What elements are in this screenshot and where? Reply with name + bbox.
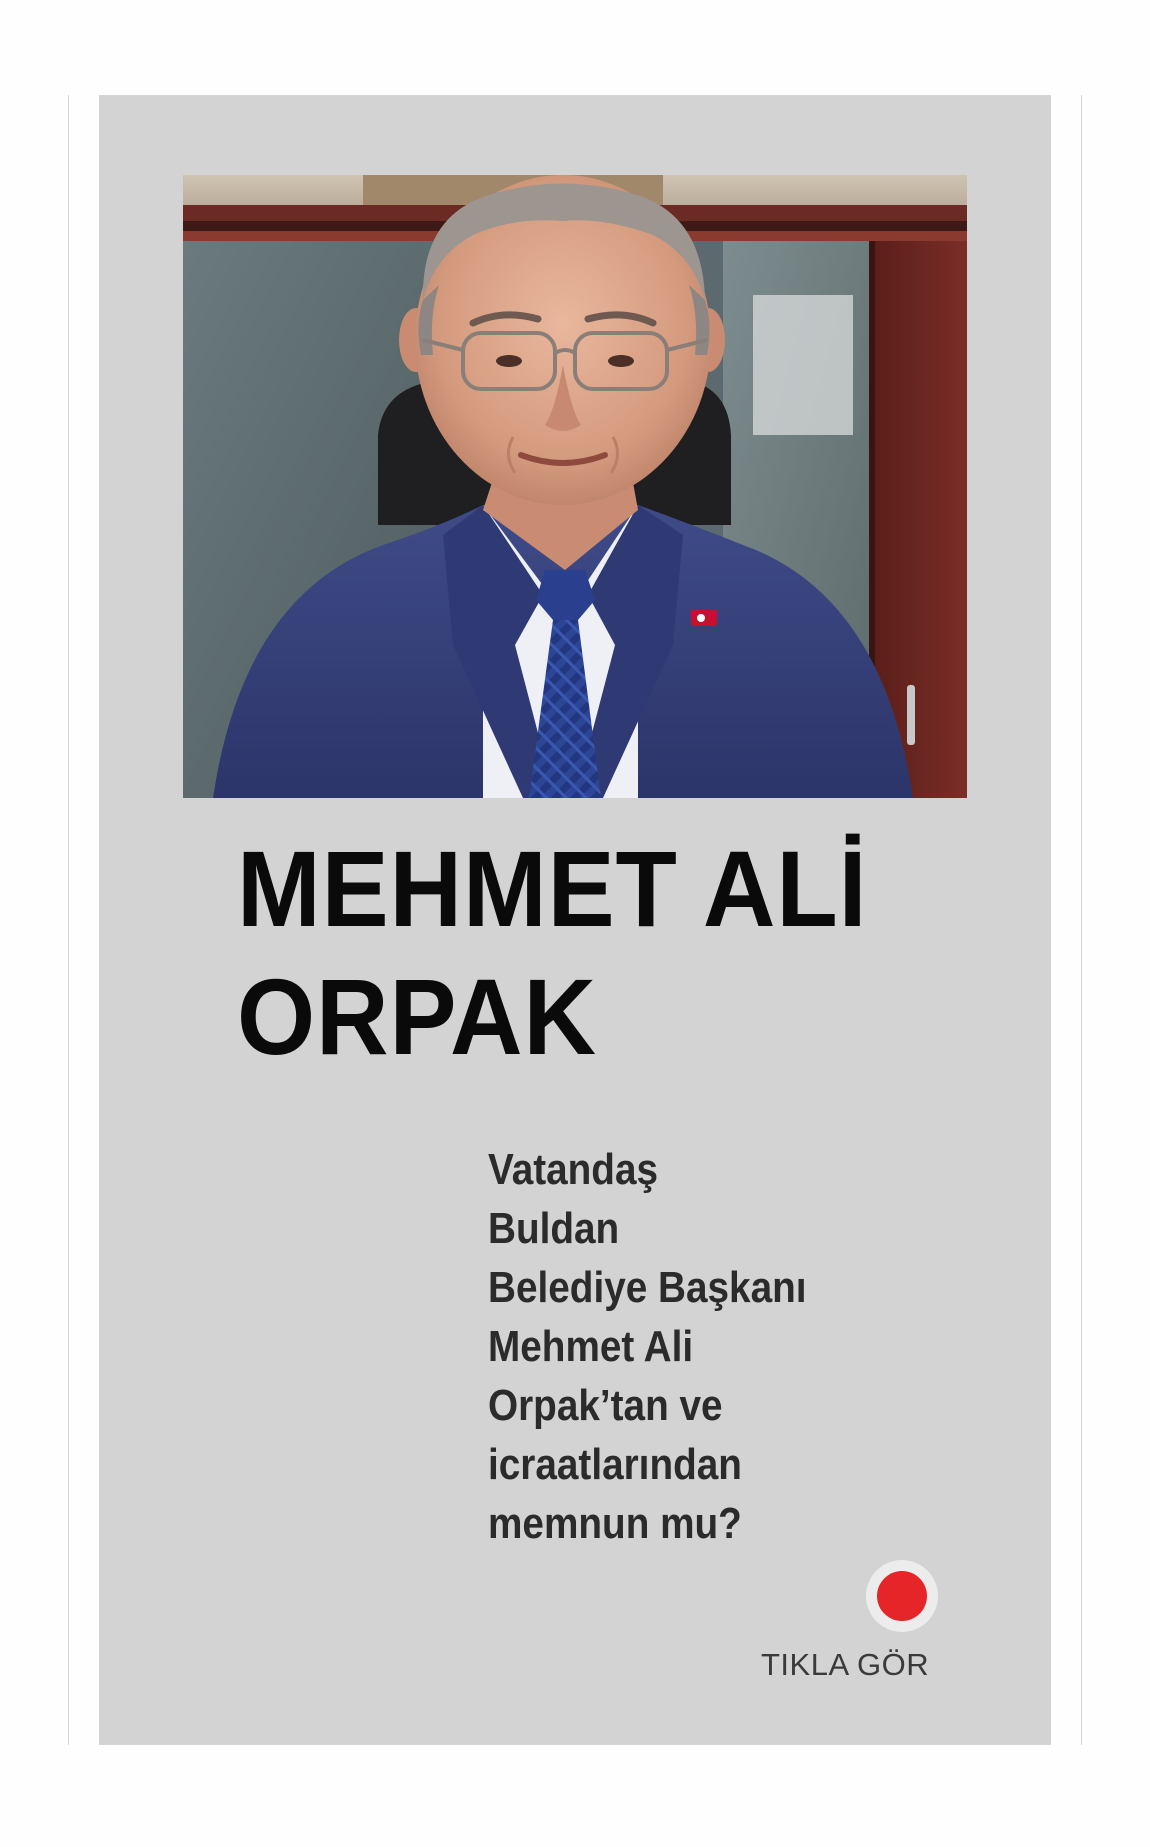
red-dot-icon xyxy=(877,1571,927,1621)
left-border-line xyxy=(68,95,69,1745)
question-line: Buldan xyxy=(488,1204,620,1253)
person-name-line-1: MEHMET ALİ xyxy=(237,828,868,949)
right-border-line xyxy=(1081,95,1082,1745)
question-line: Mehmet Ali xyxy=(488,1322,694,1371)
person-name-line-2: ORPAK xyxy=(237,956,597,1077)
record-dot-icon[interactable] xyxy=(866,1560,938,1632)
question-line: Vatandaş xyxy=(488,1145,659,1194)
question-line: memnun mu? xyxy=(488,1499,742,1548)
question-line: Belediye Başkanı xyxy=(488,1263,807,1312)
portrait-photo xyxy=(183,175,967,798)
click-to-see-button[interactable] xyxy=(759,1560,959,1680)
question-line: Orpak’tan ve xyxy=(488,1381,723,1430)
question-line: icraatlarından xyxy=(488,1440,742,1489)
click-to-see-label[interactable]: TIKLA GÖR xyxy=(761,1647,930,1682)
person-name xyxy=(237,825,962,1081)
poster-card xyxy=(99,95,1051,1745)
survey-question xyxy=(488,1140,893,1553)
